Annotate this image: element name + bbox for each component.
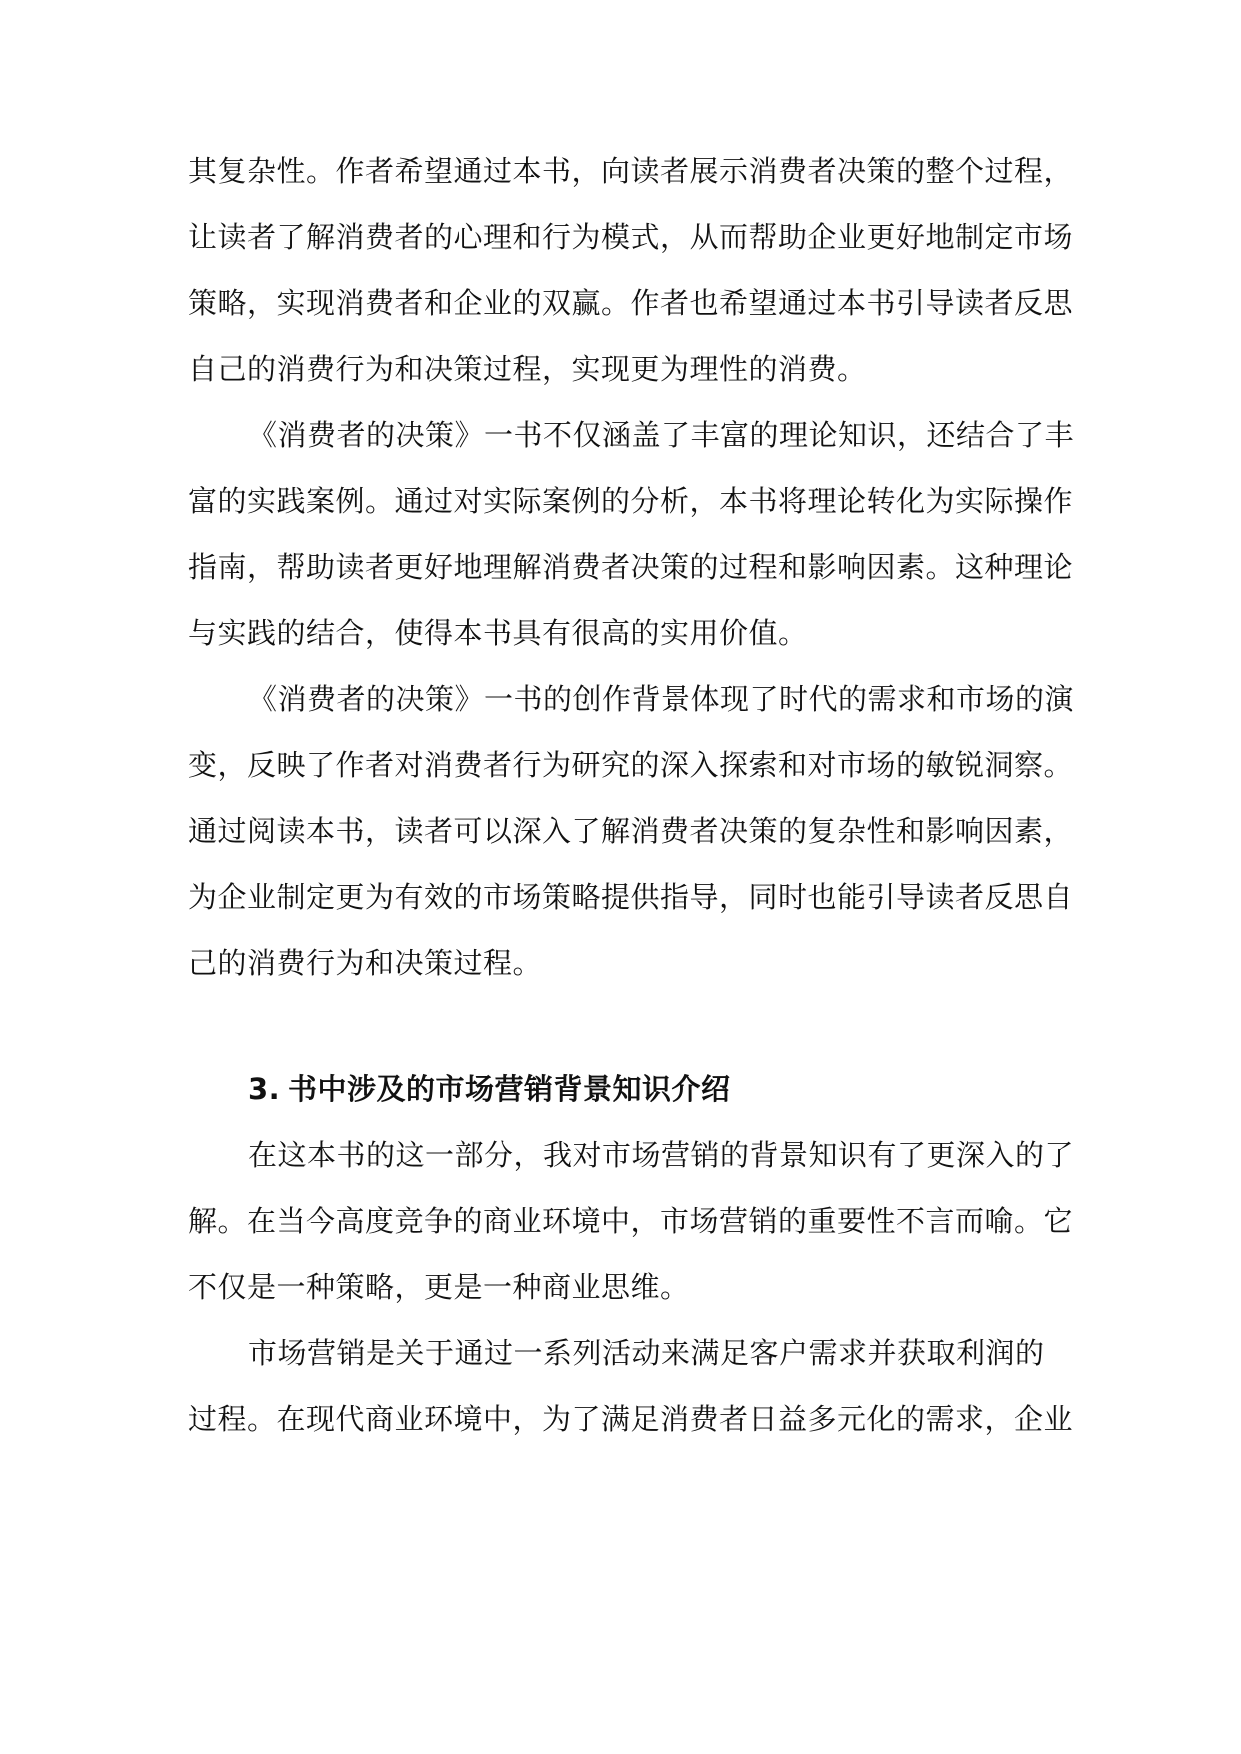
paragraph-intro-continuation (188, 138, 1074, 402)
paragraph-marketing-intro (188, 1122, 1075, 1320)
text-line: 策略，实现消费者和企业的双赢。作者也希望通过本书引导读者反思 (188, 286, 1074, 320)
section-heading (188, 1056, 1058, 1122)
text-line: 己的消费行为和决策过程。 (188, 946, 543, 980)
paragraph-creation-background (188, 666, 1075, 996)
text-line: 不仅是一种策略，更是一种商业思维。 (188, 1270, 690, 1304)
text-line: 自己的消费行为和决策过程，实现更为理性的消费。 (188, 352, 867, 386)
text-line: 在这本书的这一部分，我对市场营销的背景知识有了更深入的了 (248, 1138, 1075, 1172)
paragraph-marketing-definition (188, 1320, 1074, 1452)
text-line: 与实践的结合，使得本书具有很高的实用价值。 (188, 616, 808, 650)
text-line: 指南，帮助读者更好地理解消费者决策的过程和影响因素。这种理论 (188, 550, 1074, 584)
text-line: 《消费者的决策》一书不仅涵盖了丰富的理论知识，还结合了丰 (248, 418, 1075, 452)
paragraph-theory-practice (188, 402, 1075, 666)
text-line: 变，反映了作者对消费者行为研究的深入探索和对市场的敏锐洞察。 (188, 748, 1074, 782)
document-body (188, 138, 1075, 1452)
text-line: 让读者了解消费者的心理和行为模式，从而帮助企业更好地制定市场 (188, 220, 1074, 254)
text-line: 解。在当今高度竞争的商业环境中，市场营销的重要性不言而喻。它 (188, 1204, 1074, 1238)
text-line: 市场营销是关于通过一系列活动来满足客户需求并获取利润的 (248, 1336, 1045, 1370)
text-line: 过程。在现代商业环境中，为了满足消费者日益多元化的需求，企业 (188, 1402, 1074, 1436)
section-number: 3. (248, 1072, 281, 1106)
text-line: 通过阅读本书，读者可以深入了解消费者决策的复杂性和影响因素， (188, 814, 1074, 848)
section-spacer (188, 996, 1058, 1056)
text-line: 《消费者的决策》一书的创作背景体现了时代的需求和市场的演 (248, 682, 1075, 716)
text-line: 其复杂性。作者希望通过本书，向读者展示消费者决策的整个过程， (188, 154, 1074, 188)
text-line: 富的实践案例。通过对实际案例的分析，本书将理论转化为实际操作 (188, 484, 1074, 518)
section-title: 书中涉及的市场营销背景知识介绍 (288, 1072, 731, 1106)
text-line: 为企业制定更为有效的市场策略提供指导，同时也能引导读者反思自 (188, 880, 1074, 914)
